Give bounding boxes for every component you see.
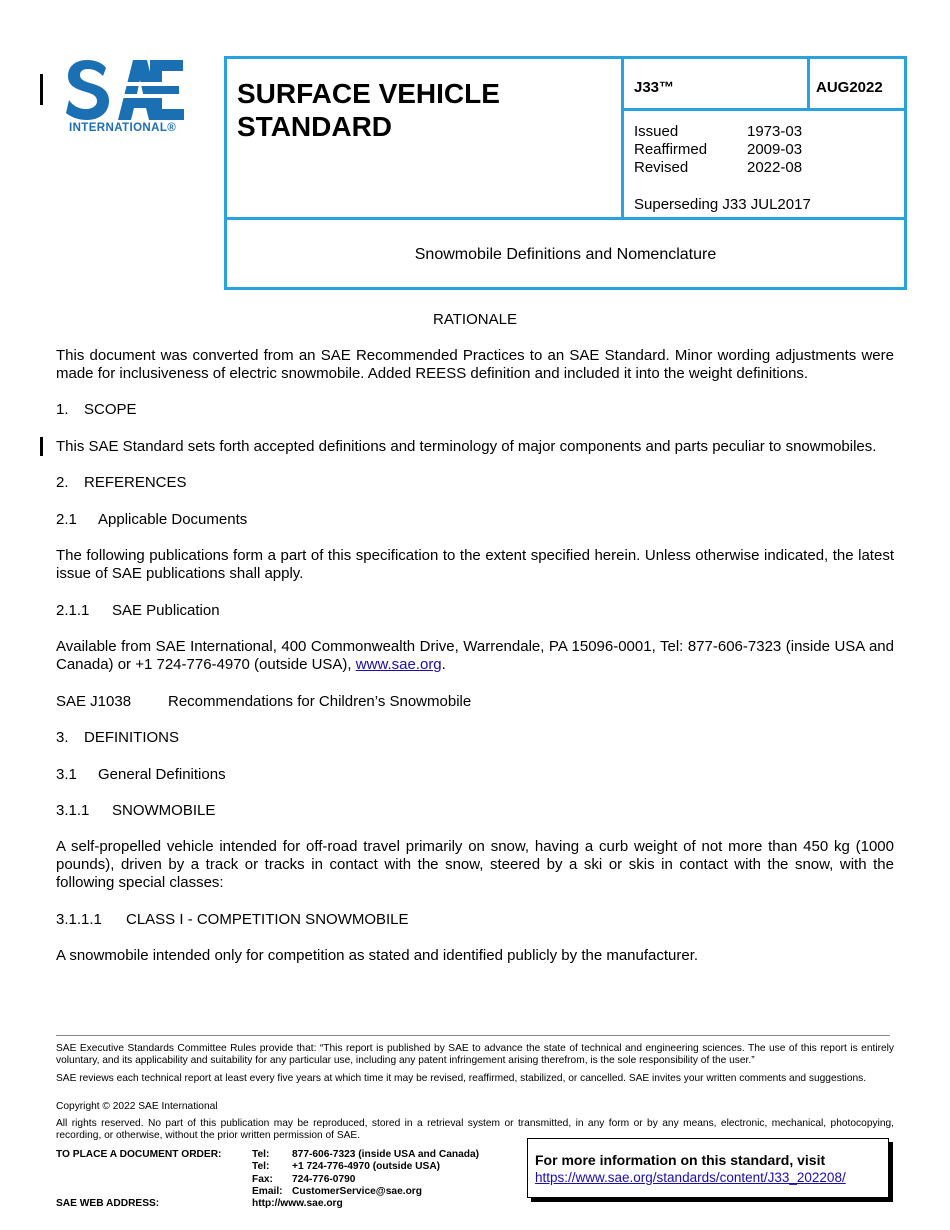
history-value: 1973-03: [747, 123, 803, 140]
section-number: 3.1: [56, 766, 77, 783]
sae-website-link[interactable]: www.sae.org: [355, 656, 442, 673]
section-number: 2.1: [56, 511, 77, 528]
section-heading: [56, 729, 894, 747]
reference-id: SAE J1038: [56, 693, 132, 710]
copyright: Copyright © 2022 SAE International: [56, 1101, 218, 1112]
sae-logo-mark: [66, 60, 191, 120]
document-title: Snowmobile Definitions and Nomenclature: [414, 246, 717, 263]
scope-text: This SAE Standard sets forth accepted definitions and terminology of major components and parts peculiar to snowmobiles.: [56, 438, 877, 455]
document-header: [224, 56, 907, 290]
section-heading: [56, 602, 894, 620]
history-value: 2009-03: [747, 141, 803, 158]
change-bar: [40, 74, 43, 105]
standard-type: [237, 77, 500, 143]
history-row: [634, 159, 802, 177]
footer-rule: [56, 1035, 890, 1036]
document-number: J33™: [634, 79, 675, 96]
contact-row: [252, 1149, 479, 1161]
web-address[interactable]: http://www.sae.org: [252, 1198, 343, 1209]
section-number: 3.1.1.1: [56, 911, 102, 928]
section-heading: [56, 766, 894, 784]
section-number: 2.1.1: [56, 602, 90, 619]
snowmobile-definition: A self-propelled vehicle intended for off-road travel primarily on snow, having a curb weight of not more than 450 kg (1000 pounds), driven by a track or tracks in contact with the snow, steered by a ski or skis in contact with the snow, with the following special classes:: [56, 838, 894, 891]
revision-history: [634, 123, 802, 177]
section-title: SAE Publication: [112, 602, 220, 619]
contact-row: [252, 1161, 479, 1173]
section-title: DEFINITIONS: [84, 729, 180, 746]
contact-label: Tel:: [252, 1149, 270, 1160]
standard-type-line: SURFACE VEHICLE: [237, 78, 500, 109]
contact-label: Tel:: [252, 1161, 270, 1173]
contact-label: Email:: [252, 1186, 283, 1198]
info-box-title: For more information on this standard, visit: [535, 1152, 826, 1168]
section-heading: [56, 474, 894, 492]
reference-entry: [56, 693, 894, 711]
contact-value: 724-776-0790: [292, 1173, 356, 1185]
standard-type-line: STANDARD: [237, 111, 393, 142]
section-title: General Definitions: [98, 766, 226, 783]
section-heading: [56, 911, 894, 929]
section-number: 1.: [56, 401, 69, 418]
rights-reserved: All rights reserved. No part of this publication may be reproduced, stored in a retrieval system or transmitted, in any form or by any means, electronic, mechanical, photocopying, recording, or otherwise, without the prior written permission of SAE.: [56, 1118, 894, 1141]
section-heading: [56, 511, 894, 529]
header-divider: [621, 59, 624, 217]
class-i-definition: A snowmobile intended only for competition as stated and identified publicly by the manufacturer.: [56, 947, 699, 964]
header-divider: [227, 217, 904, 220]
sentence-end: .: [441, 656, 446, 673]
header-divider: [807, 59, 810, 109]
review-note: SAE reviews each technical report at least every five years at which time it may be revised, reaffirmed, stabilized, or cancelled. SAE invites your written comments and suggestions.: [56, 1073, 867, 1084]
standard-info-link[interactable]: https://www.sae.org/standards/content/J33_202208/: [535, 1170, 846, 1185]
history-row: [634, 141, 802, 159]
section-number: 3.1.1: [56, 802, 90, 819]
reference-title: Recommendations for Children’s Snowmobile: [168, 693, 472, 710]
section-title: Applicable Documents: [98, 511, 248, 528]
rationale-text: This document was converted from an SAE Recommended Practices to an SAE Standard. Minor wording adjustments were made for inclusiveness of electric snowmobile. Added REESS definition and included it into the weight definitions.: [56, 347, 894, 382]
contact-value: 877-606-7323 (inside USA and Canada): [292, 1149, 480, 1160]
section-heading: [56, 802, 894, 820]
availability-text: Available from SAE International, 400 Commonwealth Drive, Warrendale, PA 15096-0001, Tel: 877-606-7323 (inside USA and Canada) or +1 724-776-4970 (outside USA),: [56, 638, 894, 673]
change-bar: [40, 437, 43, 456]
section-title: CLASS I - COMPETITION SNOWMOBILE: [126, 911, 409, 928]
rationale-heading: RATIONALE: [433, 311, 517, 328]
web-address-label: SAE WEB ADDRESS:: [56, 1198, 160, 1209]
contact-label: Fax:: [252, 1173, 273, 1185]
history-row: [634, 123, 802, 141]
logo-international-text: INTERNATIONAL®: [69, 122, 177, 134]
history-label: Reaffirmed: [634, 141, 708, 158]
sae-publication-text: [56, 638, 894, 674]
section-number: 3.: [56, 729, 69, 746]
document-date: AUG2022: [816, 79, 883, 96]
history-label: Issued: [634, 123, 679, 140]
info-box: [527, 1138, 889, 1198]
contact-row: [252, 1174, 479, 1186]
section-title: SNOWMOBILE: [112, 802, 216, 819]
section-heading: [56, 401, 894, 419]
superseding-note: Superseding J33 JUL2017: [634, 196, 811, 213]
section-title: SCOPE: [84, 401, 137, 418]
contact-email[interactable]: CustomerService@sae.org: [292, 1186, 422, 1198]
history-value: 2022-08: [747, 159, 803, 176]
applicable-documents-text: The following publications form a part of this specification to the extent specified herein. Unless otherwise indicated, the latest issue of SAE publications shall apply.: [56, 547, 894, 582]
history-label: Revised: [634, 159, 689, 176]
section-title: REFERENCES: [84, 474, 187, 491]
section-number: 2.: [56, 474, 69, 491]
committee-rules: SAE Executive Standards Committee Rules provide that: “This report is published by SAE to advance the state of technical and engineering sciences. The use of this report is entirely voluntary, and its applicability and suitability for any particular use, including any patent infringement arising therefrom, is the sole responsibility of the user.”: [56, 1043, 894, 1066]
order-contacts: [252, 1149, 479, 1199]
header-divider: [621, 108, 904, 111]
contact-value: +1 724-776-4970 (outside USA): [292, 1161, 441, 1173]
sae-logo: [66, 60, 191, 140]
contact-row: [252, 1186, 479, 1198]
order-label: TO PLACE A DOCUMENT ORDER:: [56, 1149, 222, 1160]
